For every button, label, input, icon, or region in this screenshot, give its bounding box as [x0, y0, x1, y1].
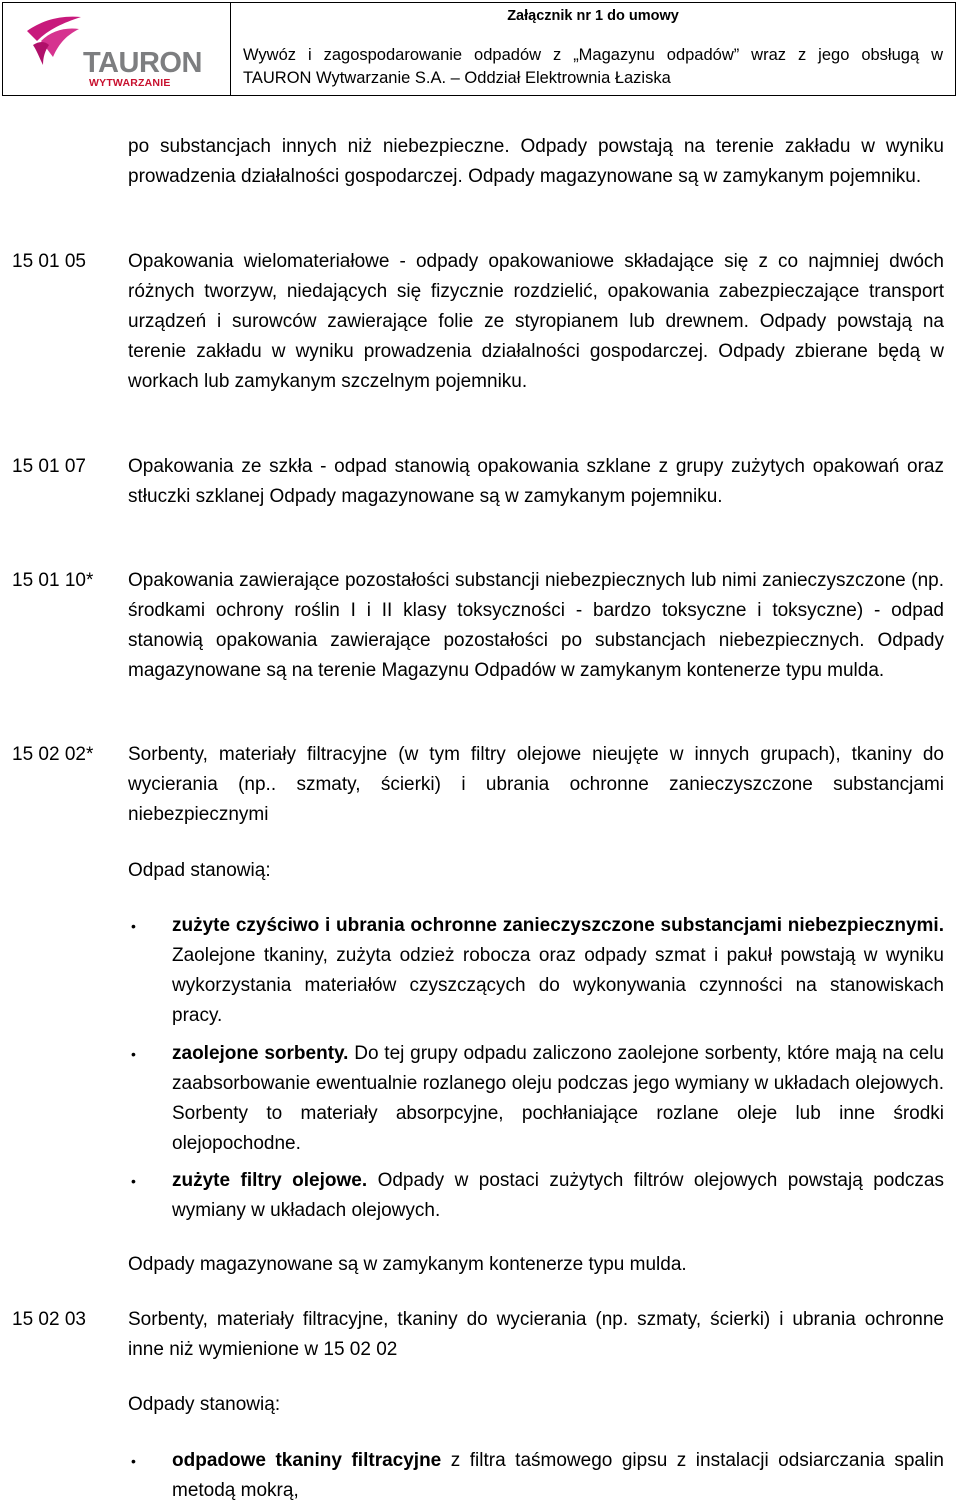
- waste-description: Sorbenty, materiały filtracyjne (w tym filtry olejowe nieujęte w innych grupach), tkaniny do wycierania (np.. szmaty, ścierki) i ubrania ochronne zanieczyszczone substancjami niebezpiecznymi: [128, 744, 944, 825]
- closing-text: Odpady magazynowane są w zamykanym kontenerze typu mulda.: [128, 1254, 687, 1275]
- waste-description: Opakowania ze szkła - odpad stanowią opakowania szklane z grupy zużytych opakowań oraz stłuczki szklanej Odpady magazynowane są w zamykanym pojemniku.: [128, 456, 944, 507]
- logo-subtitle: WYTWARZANIE: [89, 77, 171, 89]
- waste-code: 15 01 07: [12, 456, 86, 477]
- bullet-bold: zużyte czyściwo i ubrania ochronne zanieczyszczone substancjami niebezpiecznymi.: [172, 915, 944, 936]
- tauron-logo-icon: [19, 11, 89, 69]
- logo-cell: [3, 3, 231, 95]
- bullet-item: [172, 1039, 944, 1159]
- lead-text: Odpad stanowią:: [128, 860, 271, 881]
- bullet-text: Odpady w postaci zużytych filtrów olejowych powstają podczas wymiany w układach olejowych.: [172, 1170, 944, 1221]
- bullet-text: z filtra taśmowego gipsu z instalacji odsiarczania spalin metodą mokrą,: [172, 1450, 944, 1501]
- waste-code: 15 01 05: [12, 251, 86, 272]
- waste-description: Opakowania wielomateriałowe - odpady opakowaniowe składające się z co najmniej dwóch różnych tworzyw, niedających się fizycznie rozdzielić, opakowania zabezpieczające transport urządzeń i surowców zawierające folie ze styropianem lub drewnem. Odpady powstają na terenie zakładu w wyniku prowadzenia działalności gospodarczej. Odpady zbierane będą w workach lub zamykanym szczelnym pojemniku.: [128, 251, 944, 392]
- waste-code: 15 01 10*: [12, 570, 94, 591]
- bullet-bold: zaolejone sorbenty.: [172, 1043, 349, 1064]
- document-header: [2, 2, 956, 96]
- bullet-item: [172, 1446, 944, 1506]
- lead-text: Odpady stanowią:: [128, 1394, 281, 1415]
- bullet-item: [172, 911, 944, 1031]
- annex-title: Załącznik nr 1 do umowy: [507, 8, 679, 24]
- bullet-bold: zużyte filtry olejowe.: [172, 1170, 368, 1191]
- header-text: [231, 3, 955, 95]
- bullet-icon: •: [131, 1046, 136, 1062]
- waste-code: 15 02 03: [12, 1309, 86, 1330]
- header-description-line1: Wywóz i zagospodarowanie odpadów z „Magazynu odpadów” wraz z jego obsługą w: [243, 46, 943, 64]
- bullet-text: Do tej grupy odpadu zaliczono zaolejone sorbenty, które mają na celu zaabsorbowanie ewentualnie rozlanego oleju podczas jego wymiany w układach olejowych. Sorbenty to materiały absorpcyjne, pochłaniające rozlane oleje lub inne środki olejopochodne.: [172, 1043, 944, 1154]
- bullet-icon: •: [131, 918, 136, 934]
- bullet-bold: odpadowe tkaniny filtracyjne: [172, 1450, 442, 1471]
- bullet-text: Zaolejone tkaniny, zużyta odzież robocza oraz odpady szmat i pakuł powstają w wyniku wykorzystania materiałów czyszczących do wykonywania czynności na stanowiskach pracy.: [172, 945, 944, 1026]
- logo-wordmark: TAURON: [83, 47, 202, 79]
- bullet-icon: •: [131, 1173, 136, 1189]
- waste-description: Opakowania zawierające pozostałości substancji niebezpiecznych lub nimi zanieczyszczone (np. środkami ochrony roślin I i II klasy toksyczności - bardzo toksyczne i toksyczne) - odpad stanowią opakowania zawierające pozostałości po substancjach niebezpiecznych. Odpady magazynowane są na terenie Magazynu Odpadów w zamykanym kontenerze typu mulda.: [128, 570, 944, 681]
- bullet-item: [172, 1166, 944, 1226]
- bullet-icon: •: [131, 1453, 136, 1469]
- continuation-paragraph: po substancjach innych niż niebezpieczne. Odpady powstają na terenie zakładu w wyniku prowadzenia działalności gospodarczej. Odpady magazynowane są w zamykanym pojemniku.: [128, 136, 944, 187]
- waste-code: 15 02 02*: [12, 744, 94, 765]
- waste-description: Sorbenty, materiały filtracyjne, tkaniny do wycierania (np. szmaty, ścierki) i ubrania ochronne inne niż wymienione w 15 02 02: [128, 1309, 944, 1360]
- header-description-line2: TAURON Wytwarzanie S.A. – Oddział Elektrownia Łaziska: [243, 69, 671, 87]
